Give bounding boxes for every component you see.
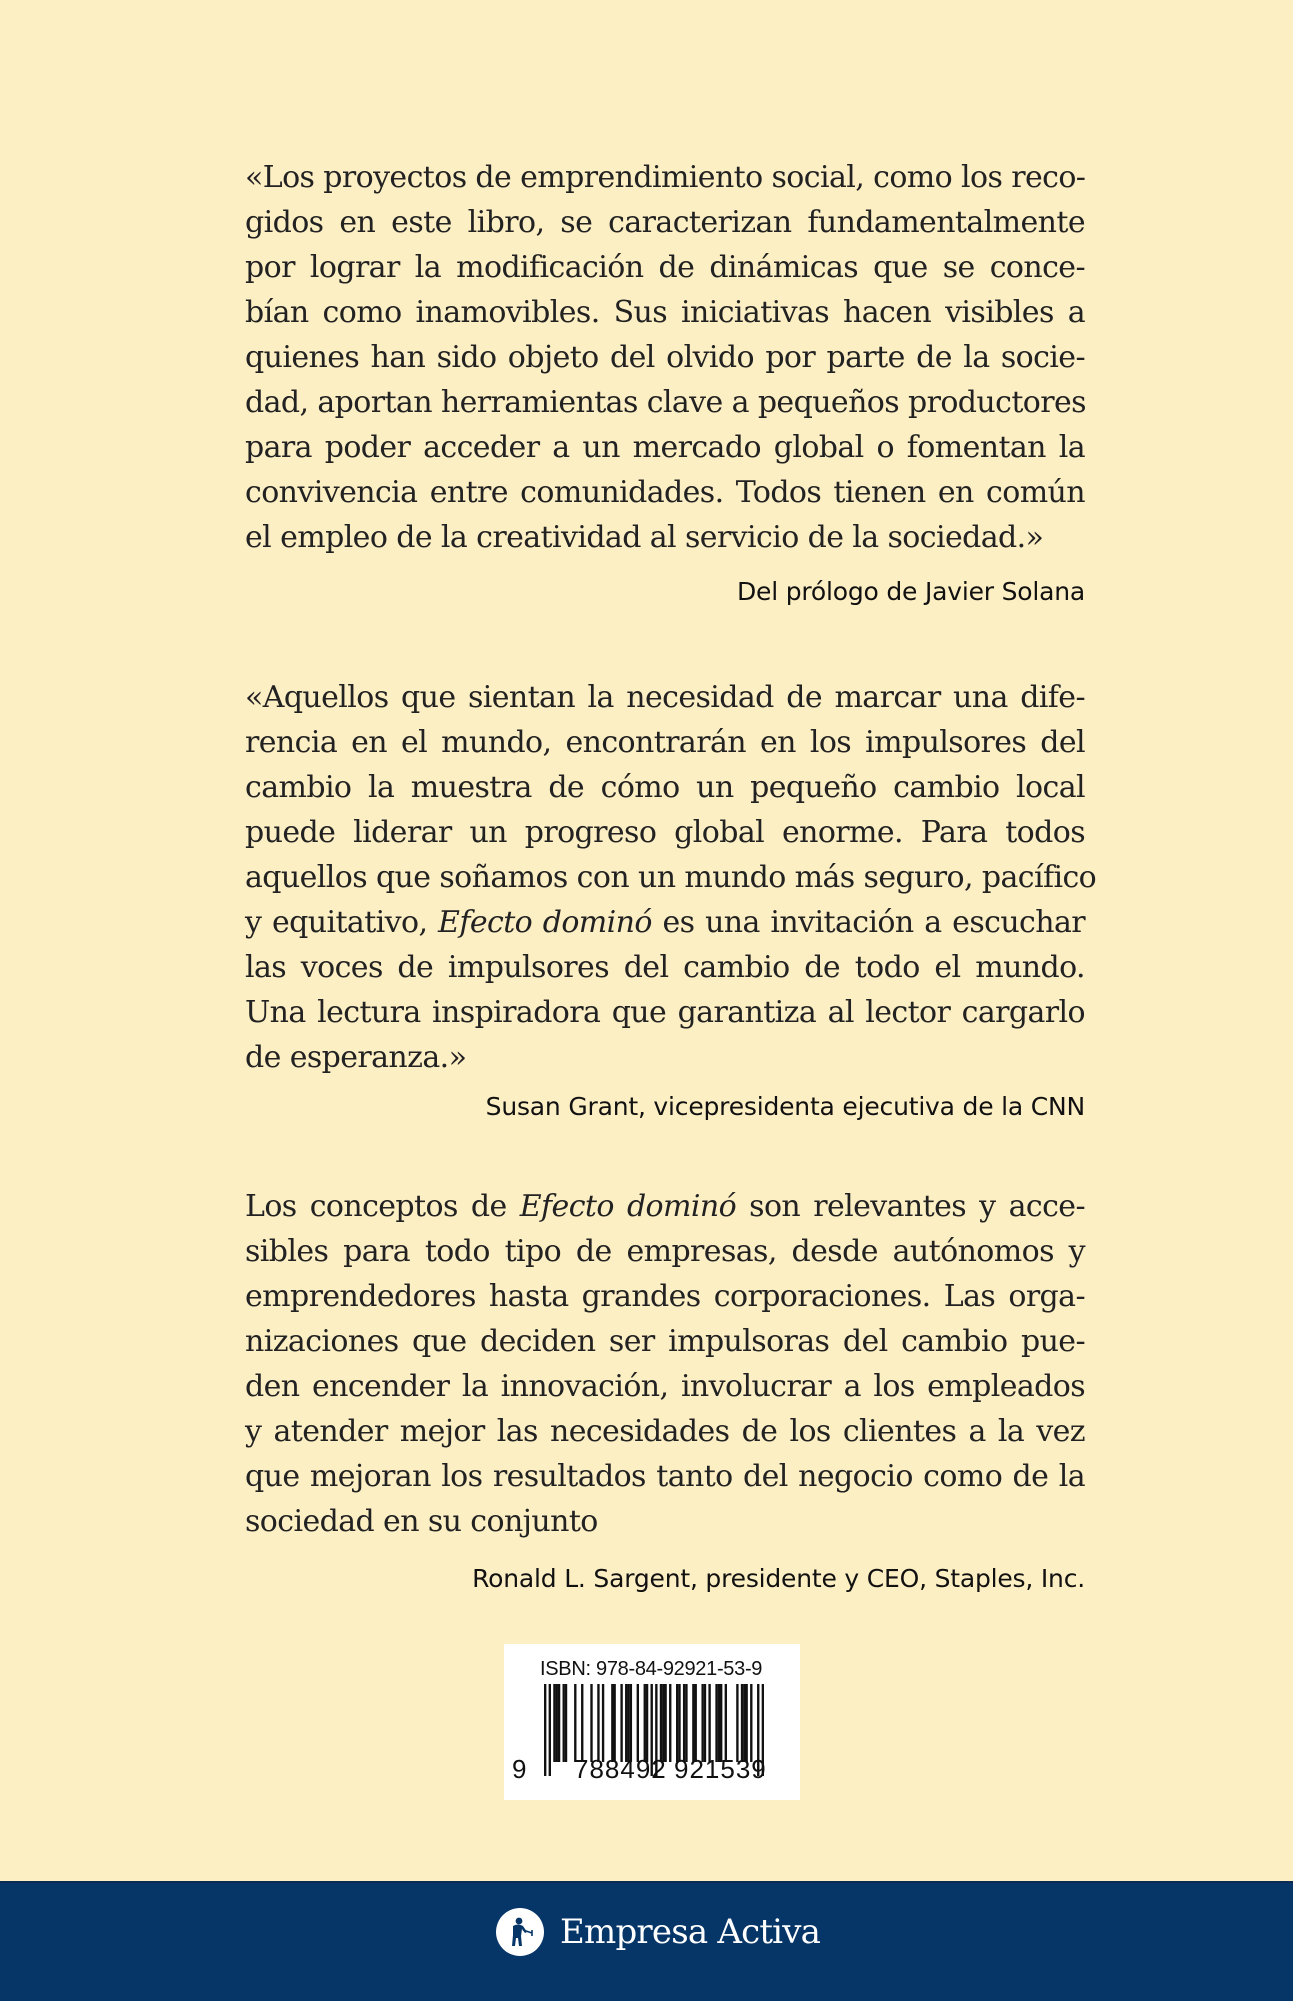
barcode-bar [660,1684,662,1762]
text-line: «Aquellos que sientan la necesidad de marcar una dife- [245,680,1085,715]
barcode-bar [549,1684,551,1776]
barcode-bar [743,1684,745,1762]
barcode-bar [664,1684,666,1762]
barcode-bar [556,1684,558,1762]
barcode-bar [602,1684,604,1762]
barcode-bar [736,1684,738,1762]
text-line: cambio la muestra de cómo un pequeño cambio local [245,770,1085,805]
text-line: bían como inamovibles. Sus iniciativas hacen visibles a [245,295,1085,330]
text-line: y equitativo, Efecto dominó es una invitación a escuchar [245,905,1085,940]
barcode-bar [676,1684,678,1762]
text-line: «Los proyectos de emprendimiento social, como los reco- [245,160,1086,195]
barcode-bar [718,1684,720,1762]
text-line: por lograr la modificación de dinámicas que se conce- [245,250,1085,285]
barcode-bar [678,1684,680,1762]
barcode-bar [574,1684,576,1762]
quote-susan-grant [245,675,1097,1080]
text-line: aquellos que soñamos con un mundo más seguro, pacífico [245,860,1097,895]
barcode-bar [611,1684,613,1762]
text-line: para poder acceder a un mercado global o fomentan la [245,430,1085,465]
barcode-bar [741,1684,743,1762]
isbn-barcode [504,1644,800,1800]
barcode-bar [715,1684,717,1762]
barcode-bar [597,1684,599,1762]
barcode-bar [695,1684,697,1762]
barcode-bar [620,1684,622,1762]
barcode-bar [590,1684,592,1762]
barcode-bar [692,1684,694,1762]
barcode-bar [630,1684,632,1762]
barcode-bar [701,1684,703,1762]
barcode-bar [553,1684,555,1762]
barcode-bar [565,1684,567,1762]
barcode-bar [745,1684,747,1762]
text-line: el empleo de la creatividad al servicio de la sociedad.» [245,520,1044,555]
text-line: dad, aportan herramientas clave a pequeños productores [245,385,1086,420]
barcode-bar [685,1684,687,1762]
barcode-bar [627,1684,629,1762]
text-line: quienes han sido objeto del olvido por parte de la socie- [245,340,1085,375]
isbn-label: ISBN: 978-84-92921-53-9 [540,1658,763,1680]
barcode-bar [669,1684,671,1762]
attribution-text: Del prólogo de Javier Solana [736,577,1085,606]
barcode-bar [558,1684,560,1762]
book-title: Efecto dominó [438,905,652,940]
quote-text [245,675,1097,1080]
text-line: gidos en este libro, se caracterizan fundamentalmente [245,205,1085,240]
barcode-bar [646,1684,648,1762]
quote-text [245,1184,1085,1544]
barcode-bar [637,1684,639,1762]
barcode-digits-right: 921539 [674,1754,767,1784]
text-line: emprendedores hasta grandes corporaciones. Las orga- [245,1279,1085,1314]
barcode-bar [750,1684,752,1762]
barcode-bar [625,1684,627,1762]
text-line: de esperanza.» [245,1040,467,1075]
barcode-bar [708,1684,710,1762]
text-line: convivencia entre comunidades. Todos tienen en común [245,475,1085,510]
barcode-bar [563,1684,565,1762]
quote-ronald-sargent [245,1184,1085,1544]
attribution-ronald-sargent [245,1564,1085,1594]
barcode-bar [683,1684,685,1762]
barcode-digits-left: 788492 [574,1754,667,1784]
attribution-javier-solana [245,577,1085,607]
text-line: que mejoran los resultados tanto del negocio como de la [245,1459,1085,1494]
barcode-bar [720,1684,722,1762]
text-line: puede liderar un progreso global enorme. Para todos [245,815,1085,850]
barcode-bar [725,1684,727,1762]
attribution-text: Susan Grant, vicepresidenta ejecutiva de la CNN [485,1092,1085,1121]
quote-text [245,155,1085,560]
text-line: den encender la innovación, involucrar a los empleados [245,1369,1085,1404]
barcode-bar [662,1684,664,1762]
publisher-footer [0,1881,1293,2001]
barcode-bar [644,1684,646,1762]
publisher-logo [496,1907,820,1957]
publisher-name: Empresa Activa [560,1912,821,1952]
barcode-digit-first: 9 [512,1754,527,1784]
worker-figure-icon [496,1908,544,1956]
text-line: y atender mejor las necesidades de los clientes a la vez [245,1414,1085,1449]
barcode-bar [613,1684,615,1762]
barcode-bar [581,1684,583,1762]
text-line: las voces de impulsores del cambio de todo el mundo. [245,950,1085,985]
text-line: sibles para todo tipo de empresas, desde autónomos y [245,1234,1085,1269]
attribution-text: Ronald L. Sargent, presidente y CEO, Staples, Inc. [472,1564,1085,1593]
text-line: sociedad en su conjunto [245,1504,598,1539]
text-line: rencia en el mundo, encontrarán en los impulsores del [245,725,1085,760]
text-line: nizaciones que deciden ser impulsoras del cambio pue- [245,1324,1085,1359]
text-line: Los conceptos de Efecto dominó son relevantes y acce- [245,1189,1085,1224]
attribution-susan-grant [245,1092,1085,1122]
barcode-bar [704,1684,706,1762]
text-line: Una lectura inspiradora que garantiza al lector cargarlo [245,995,1085,1030]
quote-javier-solana [245,155,1085,560]
book-title: Efecto dominó [519,1189,737,1224]
barcode-bar [544,1684,546,1776]
